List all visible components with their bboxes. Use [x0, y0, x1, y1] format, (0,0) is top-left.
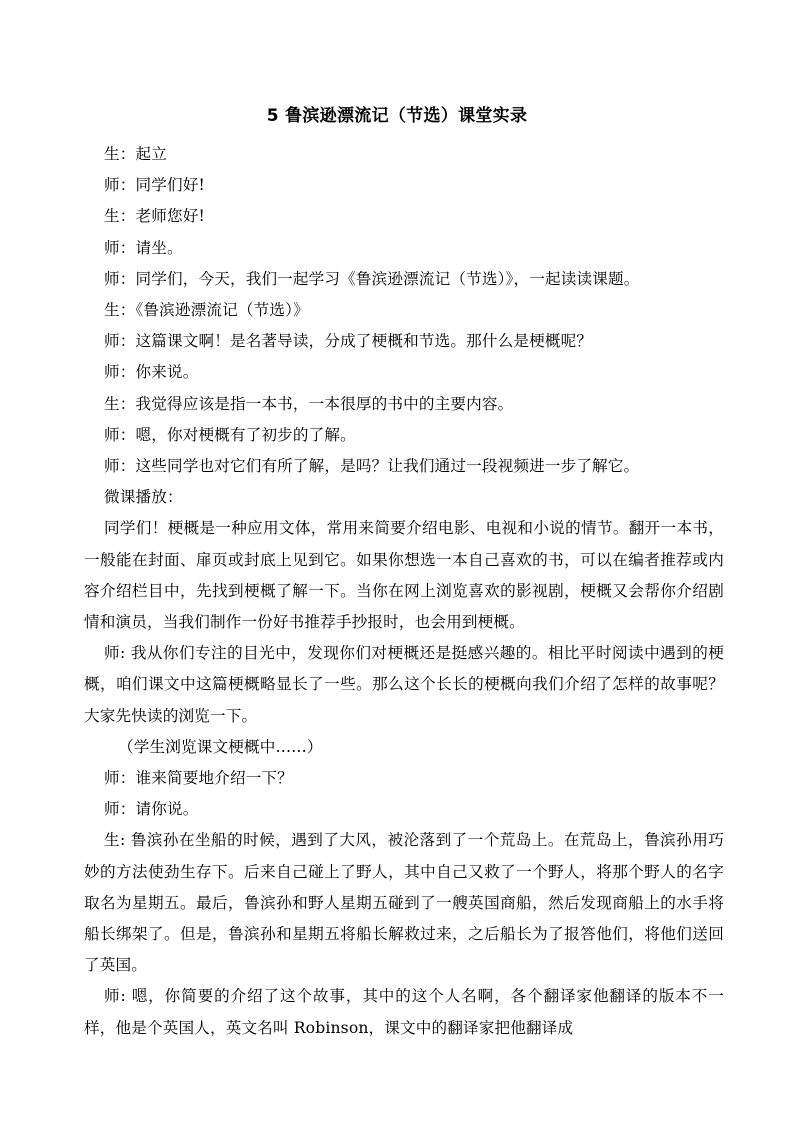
paragraph: 师：谁来简要地介绍一下？ [104, 769, 293, 788]
document-title: 5 鲁滨逊漂流记（节选）课堂实录 [266, 106, 528, 126]
paragraph: 师：嗯，你对梗概有了初步的了解。 [104, 425, 356, 444]
paragraph: 生：老师您好! [104, 207, 205, 226]
paragraph: 师：同学们好! [104, 176, 205, 195]
document-body [84, 139, 724, 1044]
paragraph: 师：同学们，今天，我们一起学习《鲁滨逊漂流记（节选）》，一起读读课题。 [104, 269, 640, 288]
paragraph: 同学们！梗概是一种应用文体，常用来简要介绍电影、电视和小说的情节。翻开一本书，一般能在封面、扉页或封底上见到它。如果你想选一本自己喜欢的书，可以在编者推荐或内容介绍栏目中，先找到梗概了解一下。当你在网上浏览喜欢的影视剧，梗概又会帮你介绍剧情和演员，当我们制作一份好书推荐手抄报时，也会用到梗概。 [84, 519, 724, 632]
paragraph: 师：请你说。 [104, 800, 199, 819]
stage-direction: （学生浏览课文梗概中……） [118, 737, 323, 756]
paragraph: 师: 我从你们专注的目光中，发现你们对梗概还是挺感兴趣的。相比平时阅读中遇到的梗概，咱们课文中这篇梗概略显长了一些。那么这个长长的梗概向我们介绍了怎样的故事呢？大家先快读的浏览一下。 [84, 644, 724, 725]
paragraph: 师：请坐。 [104, 238, 183, 257]
paragraph: 生：起立 [104, 145, 167, 163]
paragraph: 生: 鲁滨孙在坐船的时候，遇到了大风，被沦落到了一个荒岛上。在荒岛上，鲁滨孙用巧妙的方法使劲生存下。后来自己碰上了野人，其中自己又救了一个野人，将那个野人的名字取名为星期五。最后，鲁滨孙和野人星期五碰到了一艘英国商船，然后发现商船上的水手将船长绑架了。但是，鲁滨孙和星期五将船长解救过来，之后船长为了报答他们，将他们送回了英国。 [84, 831, 724, 975]
paragraph: 师：这些同学也对它们有所了解，是吗？让我们通过一段视频进一步了解它。 [104, 457, 640, 476]
paragraph: 生：我觉得应该是指一本书，一本很厚的书中的主要内容。 [104, 394, 514, 413]
paragraph: 师：这篇课文啊！是名著导读，分成了梗概和节选。那什么是梗概呢？ [104, 332, 593, 351]
paragraph: 生：《鲁滨逊漂流记（节选）》 [104, 301, 309, 320]
paragraph: 微课播放： [104, 488, 183, 507]
paragraph: 师：你来说。 [104, 363, 199, 382]
paragraph: 师: 嗯，你简要的介绍了这个故事，其中的这个人名啊，各个翻译家他翻译的版本不一样，他是个英国人，英文名叫 Robinson，课文中的翻译家把他翻译成 [84, 987, 724, 1037]
